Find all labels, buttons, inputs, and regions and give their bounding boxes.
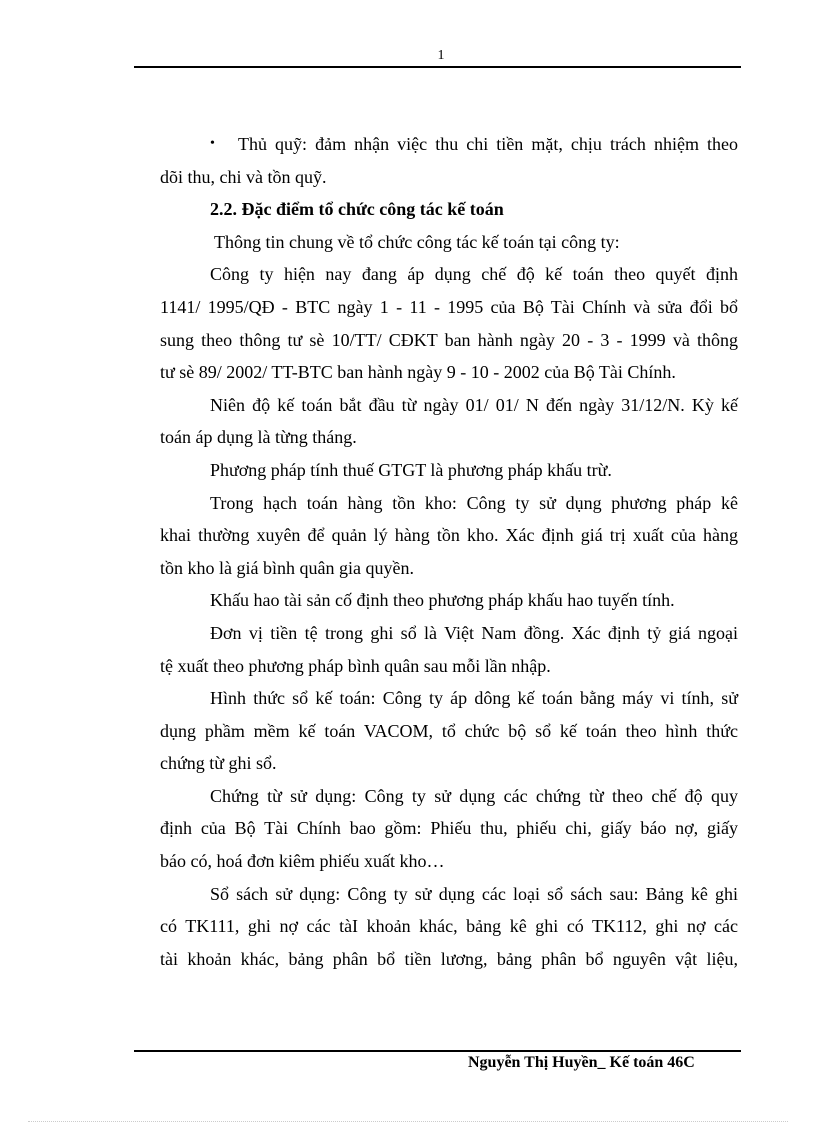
paragraph-line: 1141/ 1995/QĐ - BTC ngày 1 - 11 - 1995 của Bộ Tài Chính và sửa đổi bổ: [160, 296, 738, 317]
paragraph-line: dụng phầm mềm kế toán VACOM, tổ chức bộ sổ kế toán theo hình thức: [160, 720, 738, 741]
paragraph-line: Phương pháp tính thuế GTGT là phương pháp khấu trừ.: [210, 459, 612, 480]
paragraph-line: Công ty hiện nay đang áp dụng chế độ kế toán theo quyết định: [210, 264, 738, 285]
paragraph-line: Trong hạch toán hàng tồn kho: Công ty sử dụng phương pháp kê: [210, 492, 738, 513]
paragraph-intro: Thông tin chung về tổ chức công tác kế toán tại công ty:: [214, 231, 620, 252]
paragraph-line: toán áp dụng là từng tháng.: [160, 427, 357, 448]
paragraph-line: Chứng từ sử dụng: Công ty sử dụng các chứng từ theo chế độ quy: [210, 785, 738, 806]
paragraph-line: khai thường xuyên để quản lý hàng tồn kho. Xác định giá trị xuất của hàng: [160, 525, 738, 546]
paragraph-line: Sổ sách sử dụng: Công ty sử dụng các loại sổ sách sau: Bảng kê ghi: [210, 883, 738, 904]
bullet-item-line-2: dõi thu, chi và tồn quỹ.: [160, 166, 327, 187]
paragraph-line: Niên độ kế toán bắt đầu từ ngày 01/ 01/ N đến ngày 31/12/N. Kỳ kế: [210, 394, 738, 415]
page-number: 1: [437, 48, 445, 63]
paragraph-line: Hình thức sổ kế toán: Công ty áp dông kế toán bằng máy vi tính, sử: [210, 688, 738, 709]
section-heading: 2.2. Đặc điểm tổ chức công tác kế toán: [210, 199, 504, 220]
paragraph-line: tài khoản khác, bảng phân bổ tiền lương, bảng phân bổ nguyên vật liệu,: [160, 948, 738, 969]
page-bottom-border: [28, 1121, 788, 1122]
header-rule: [134, 66, 741, 68]
paragraph-line: định của Bộ Tài Chính bao gồm: Phiếu thu, phiếu chi, giấy báo nợ, giấy: [160, 818, 738, 839]
paragraph-line: Đơn vị tiền tệ trong ghi sổ là Việt Nam đồng. Xác định tỷ giá ngoại: [210, 622, 738, 643]
footer-author: Nguyễn Thị Huyền_ Kế toán 46C: [468, 1054, 695, 1071]
document-body: [160, 128, 738, 975]
paragraph-line: sung theo thông tư sè 10/TT/ CĐKT ban hành ngày 20 - 3 - 1999 và thông: [160, 329, 738, 350]
paragraph-line: có TK111, ghi nợ các tàI khoản khác, bảng kê ghi có TK112, ghi nợ các: [160, 916, 738, 937]
paragraph-line: tồn kho là giá bình quân gia quyền.: [160, 557, 414, 578]
paragraph-line: báo có, hoá đơn kiêm phiếu xuất kho…: [160, 851, 445, 872]
bullet-icon: •: [210, 136, 215, 151]
footer-rule: [134, 1050, 741, 1052]
bullet-item-line-1: • Thủ quỹ: đảm nhận việc thu chi tiền mặt, chịu trách nhiệm theo: [160, 128, 738, 161]
paragraph-line: tư sè 89/ 2002/ TT-BTC ban hành ngày 9 - 10 - 2002 của Bộ Tài Chính.: [160, 362, 676, 383]
paragraph-line: tệ xuất theo phương pháp bình quân sau mỗi lần nhập.: [160, 655, 551, 676]
paragraph-line: Khấu hao tài sản cố định theo phương pháp khấu hao tuyến tính.: [210, 590, 675, 611]
paragraph-line: chứng từ ghi sổ.: [160, 753, 277, 774]
